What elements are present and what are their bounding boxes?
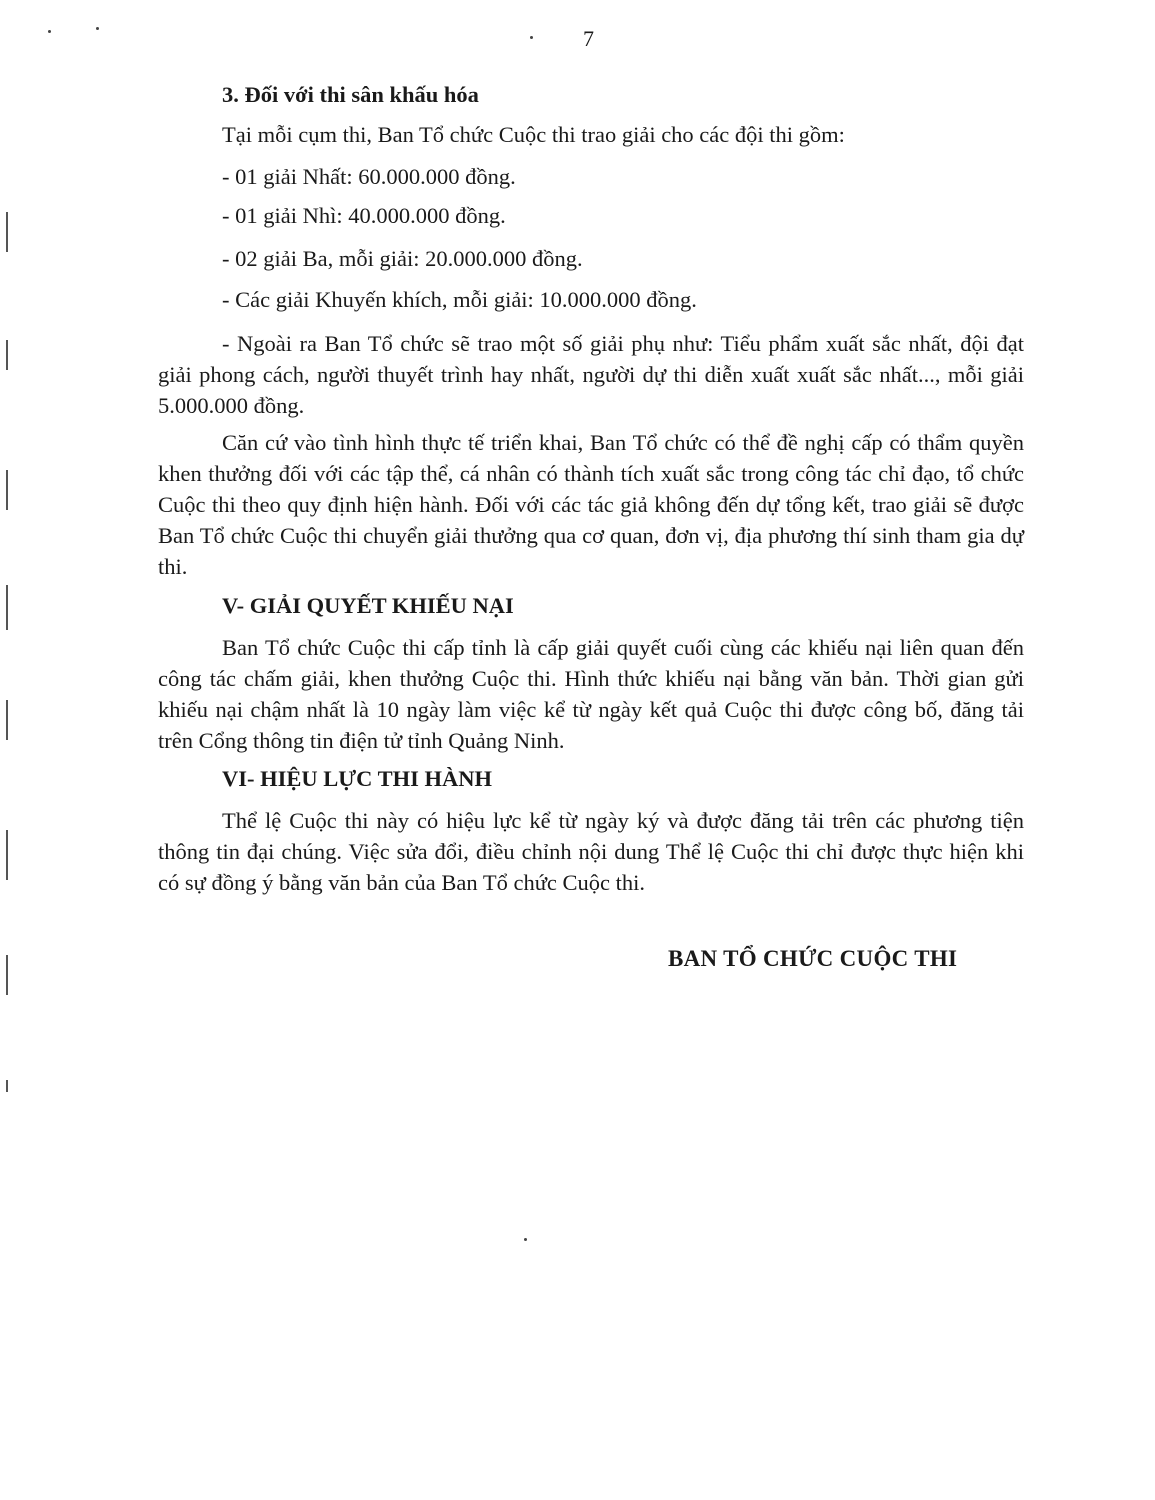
scan-margin-line bbox=[6, 700, 8, 740]
scan-margin-line bbox=[6, 830, 8, 880]
commendation-paragraph: Căn cứ vào tình hình thực tế triển khai, Ban Tổ chức có thể đề nghị cấp có thẩm quyền khen thưởng đối với các tập thể, cá nhân có thành tích xuất sắc trong công tác chỉ đạo, tổ chức Cuộc thi theo quy định hiện hành. Đối với các tác giả không đến dự tổng kết, trao giải sẽ được Ban Tổ chức Cuộc thi chuyển giải thưởng qua cơ quan, đơn vị, địa phương thí sinh tham gia dự thi. bbox=[158, 430, 1024, 579]
extra-prizes-paragraph: - Ngoài ra Ban Tổ chức sẽ trao một số giải phụ như: Tiểu phẩm xuất sắc nhất, đội đạt giải phong cách, người thuyết trình hay nhất, người dự thi diễn xuất xuất sắc nhất..., mỗi giải 5.000.000 đồng. bbox=[158, 331, 1024, 418]
scan-dot bbox=[530, 36, 533, 39]
scan-dot bbox=[96, 27, 99, 30]
scan-margin-line bbox=[6, 955, 8, 995]
scan-dot bbox=[48, 30, 51, 33]
section-5-heading: V- GIẢI QUYẾT KHIẾU NẠI bbox=[222, 593, 514, 618]
prize-item: - 02 giải Ba, mỗi giải: 20.000.000 đồng. bbox=[222, 246, 583, 271]
section-3-heading: 3. Đối với thi sân khấu hóa bbox=[222, 82, 479, 107]
scan-margin-line bbox=[6, 585, 8, 630]
scan-margin-line bbox=[6, 1080, 8, 1092]
prize-item: - 01 giải Nhất: 60.000.000 đồng. bbox=[222, 164, 516, 189]
section-5-body: Ban Tổ chức Cuộc thi cấp tỉnh là cấp giải quyết cuối cùng các khiếu nại liên quan đến công tác chấm giải, khen thưởng Cuộc thi. Hình thức khiếu nại bằng văn bản. Thời gian gửi khiếu nại chậm nhất là 10 ngày làm việc kể từ ngày kết quả Cuộc thi được công bố, đăng tải trên Cổng thông tin điện tử tỉnh Quảng Ninh. bbox=[158, 635, 1024, 753]
scan-margin-line bbox=[6, 212, 8, 252]
section-6-body: Thể lệ Cuộc thi này có hiệu lực kể từ ngày ký và được đăng tải trên các phương tiện thông tin đại chúng. Việc sửa đổi, điều chỉnh nội dung Thể lệ Cuộc thi chỉ được thực hiện khi có sự đồng ý bằng văn bản của Ban Tổ chức Cuộc thi. bbox=[158, 808, 1024, 895]
scan-dot bbox=[524, 1238, 527, 1241]
signature-block: BAN TỔ CHỨC CUỘC THI bbox=[668, 946, 958, 971]
prize-item: - 01 giải Nhì: 40.000.000 đồng. bbox=[222, 203, 506, 228]
section-6-heading: VI- HIỆU LỰC THI HÀNH bbox=[222, 766, 493, 791]
section-3-intro: Tại mỗi cụm thi, Ban Tổ chức Cuộc thi trao giải cho các đội thi gồm: bbox=[222, 122, 845, 147]
page-number: 7 bbox=[583, 26, 594, 51]
prize-item: - Các giải Khuyến khích, mỗi giải: 10.000.000 đồng. bbox=[222, 287, 697, 312]
scan-margin-line bbox=[6, 340, 8, 370]
scan-margin-line bbox=[6, 470, 8, 510]
